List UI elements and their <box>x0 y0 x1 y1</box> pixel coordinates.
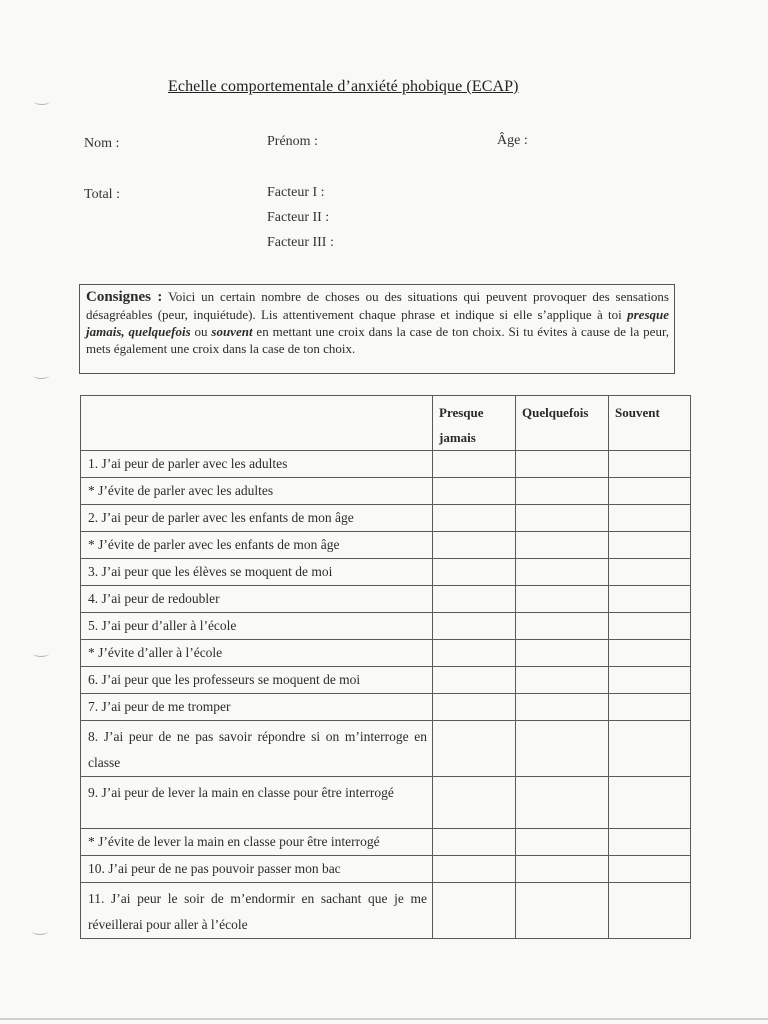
checkbox-souvent[interactable] <box>609 478 691 505</box>
total-label: Total : <box>84 187 120 202</box>
checkbox-souvent[interactable] <box>609 586 691 613</box>
item-label: 4. J’ai peur de redoubler <box>81 586 433 613</box>
scan-edge-line <box>0 1018 768 1020</box>
checkbox-souvent[interactable] <box>609 613 691 640</box>
checkbox-quelquefois[interactable] <box>516 883 609 939</box>
table-row <box>81 505 691 532</box>
checkbox-presque-jamais[interactable] <box>433 829 516 856</box>
table-row <box>81 721 691 777</box>
checkbox-presque-jamais[interactable] <box>433 777 516 829</box>
checkbox-souvent[interactable] <box>609 694 691 721</box>
checkbox-presque-jamais[interactable] <box>433 451 516 478</box>
table-row <box>81 883 691 939</box>
checkbox-presque-jamais[interactable] <box>433 478 516 505</box>
checkbox-quelquefois[interactable] <box>516 478 609 505</box>
header-item-cell <box>81 396 433 451</box>
checkbox-quelquefois[interactable] <box>516 532 609 559</box>
checkbox-souvent[interactable] <box>609 505 691 532</box>
checkbox-quelquefois[interactable] <box>516 829 609 856</box>
facteur-3-label: Facteur III : <box>267 235 334 250</box>
table-row <box>81 478 691 505</box>
checkbox-presque-jamais[interactable] <box>433 532 516 559</box>
checkbox-quelquefois[interactable] <box>516 721 609 777</box>
item-label: 5. J’ai peur d’aller à l’école <box>81 613 433 640</box>
checkbox-quelquefois[interactable] <box>516 505 609 532</box>
table-row <box>81 640 691 667</box>
item-label: 7. J’ai peur de me tromper <box>81 694 433 721</box>
header-souvent: Souvent <box>609 396 691 451</box>
checkbox-presque-jamais[interactable] <box>433 694 516 721</box>
prenom-label: Prénom : <box>267 134 318 149</box>
item-label: * J’évite d’aller à l’école <box>81 640 433 667</box>
item-label: 6. J’ai peur que les professeurs se moquent de moi <box>81 667 433 694</box>
instructions-heading: Consignes : <box>86 289 163 305</box>
item-label: 11. J’ai peur le soir de m’endormir en sachant que je me réveillerai pour aller à l’école <box>81 883 433 939</box>
item-label: 3. J’ai peur que les élèves se moquent de moi <box>81 559 433 586</box>
checkbox-presque-jamais[interactable] <box>433 505 516 532</box>
item-label: 8. J’ai peur de ne pas savoir répondre si on m’interroge en classe <box>81 721 433 777</box>
table-row <box>81 829 691 856</box>
checkbox-quelquefois[interactable] <box>516 451 609 478</box>
checkbox-souvent[interactable] <box>609 777 691 829</box>
checkbox-quelquefois[interactable] <box>516 613 609 640</box>
facteur-1-label: Facteur I : <box>267 185 325 200</box>
age-label: Âge : <box>497 133 528 148</box>
checkbox-presque-jamais[interactable] <box>433 856 516 883</box>
instructions-emphasis-2: souvent <box>211 324 253 339</box>
table-row <box>81 777 691 829</box>
checkbox-souvent[interactable] <box>609 451 691 478</box>
checkbox-presque-jamais[interactable] <box>433 613 516 640</box>
table-row <box>81 532 691 559</box>
header-presque-jamais: Presque jamais <box>433 396 516 451</box>
table-row <box>81 694 691 721</box>
item-label: 10. J’ai peur de ne pas pouvoir passer mon bac <box>81 856 433 883</box>
binder-hole-mark <box>32 928 48 935</box>
checkbox-quelquefois[interactable] <box>516 694 609 721</box>
checkbox-quelquefois[interactable] <box>516 640 609 667</box>
checkbox-souvent[interactable] <box>609 829 691 856</box>
table-header-row <box>81 396 691 451</box>
checkbox-quelquefois[interactable] <box>516 777 609 829</box>
item-label: * J’évite de parler avec les enfants de mon âge <box>81 532 433 559</box>
table-row <box>81 559 691 586</box>
checkbox-presque-jamais[interactable] <box>433 640 516 667</box>
header-quelquefois: Quelquefois <box>516 396 609 451</box>
instructions-box <box>79 284 675 374</box>
checkbox-presque-jamais[interactable] <box>433 721 516 777</box>
binder-hole-mark <box>33 650 49 657</box>
page-title: Echelle comportementale d’anxiété phobique (ECAP) <box>168 78 519 95</box>
ecap-table <box>80 395 691 939</box>
checkbox-souvent[interactable] <box>609 721 691 777</box>
item-label: * J’évite de lever la main en classe pour être interrogé <box>81 829 433 856</box>
checkbox-quelquefois[interactable] <box>516 586 609 613</box>
item-label: 1. J’ai peur de parler avec les adultes <box>81 451 433 478</box>
binder-hole-mark <box>33 372 49 379</box>
checkbox-presque-jamais[interactable] <box>433 667 516 694</box>
checkbox-souvent[interactable] <box>609 883 691 939</box>
checkbox-souvent[interactable] <box>609 667 691 694</box>
checkbox-quelquefois[interactable] <box>516 667 609 694</box>
checkbox-quelquefois[interactable] <box>516 559 609 586</box>
instructions-text-2: ou <box>190 324 212 339</box>
facteur-2-label: Facteur II : <box>267 210 330 225</box>
table-row <box>81 586 691 613</box>
table-row <box>81 856 691 883</box>
checkbox-souvent[interactable] <box>609 532 691 559</box>
table-row <box>81 667 691 694</box>
checkbox-presque-jamais[interactable] <box>433 883 516 939</box>
checkbox-quelquefois[interactable] <box>516 856 609 883</box>
checkbox-presque-jamais[interactable] <box>433 586 516 613</box>
item-label: 2. J’ai peur de parler avec les enfants de mon âge <box>81 505 433 532</box>
binder-hole-mark <box>34 98 50 105</box>
item-label: 9. J’ai peur de lever la main en classe pour être interrogé <box>81 777 433 829</box>
table-row <box>81 451 691 478</box>
item-label: * J’évite de parler avec les adultes <box>81 478 433 505</box>
table-row <box>81 613 691 640</box>
checkbox-souvent[interactable] <box>609 559 691 586</box>
checkbox-souvent[interactable] <box>609 856 691 883</box>
checkbox-souvent[interactable] <box>609 640 691 667</box>
checkbox-presque-jamais[interactable] <box>433 559 516 586</box>
instructions-emphasis-1: presque jamais, quelquefois <box>86 307 669 339</box>
nom-label: Nom : <box>84 136 120 151</box>
instructions-text-1: Voici un certain nombre de choses ou des situations qui peuvent provoquer des sensations désagréables (peur, inquiétude). Lis attentivement chaque phrase et indique si elle s’applique à toi <box>86 289 669 322</box>
instructions-text-3: en mettant une croix dans la case de ton choix. Si tu évites à cause de la peur, mets également une croix dans la case de ton choix. <box>86 324 670 356</box>
